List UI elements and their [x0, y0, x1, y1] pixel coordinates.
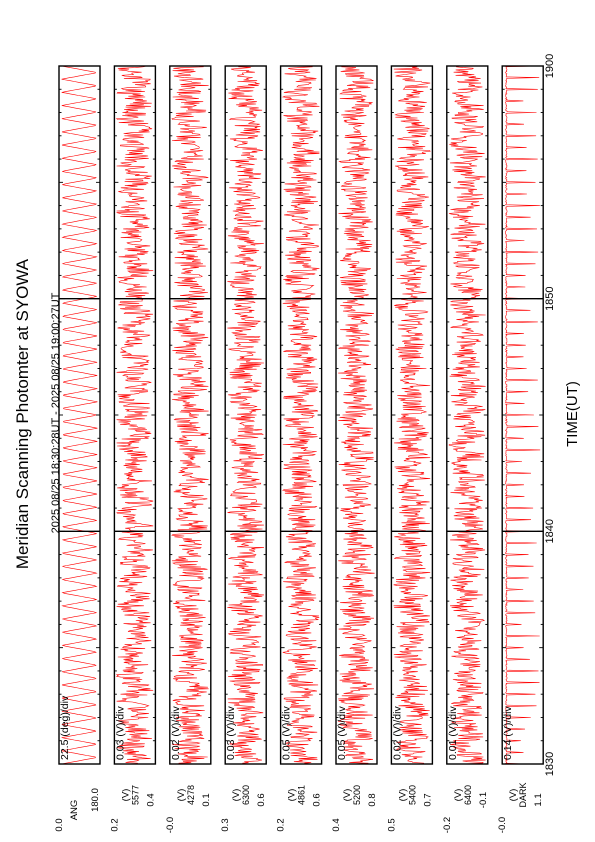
- y-tick-label-max: 0.6: [256, 793, 268, 807]
- panel-8: [447, 66, 488, 764]
- y-unit-label: (V): [175, 788, 187, 802]
- series-trace-5: [280, 66, 320, 764]
- channel-label: 6300: [241, 784, 252, 806]
- panel-6: [336, 66, 377, 764]
- series-trace-4: [227, 66, 264, 764]
- y-tick-label-max: 0.4: [145, 793, 157, 807]
- series-trace-7: [394, 66, 431, 764]
- x-tick-label: 1840: [544, 519, 556, 544]
- y-tick-label-max: 180.0: [90, 788, 101, 812]
- panel-frame: [391, 66, 432, 764]
- x-tick-label: 1830: [544, 751, 556, 777]
- panel-7: [391, 66, 432, 764]
- y-unit-label: (V): [397, 788, 409, 802]
- panel-frame: [170, 66, 211, 764]
- y-tick-label-max: -0.1: [477, 791, 489, 809]
- series-trace-9: [506, 66, 541, 764]
- x-tick-label: 1900: [544, 53, 556, 79]
- channel-label: DARK: [518, 782, 529, 808]
- y-tick-label-max: 0.8: [367, 793, 378, 807]
- x-axis-label: TIME(UT): [564, 381, 581, 447]
- panel-4: [225, 66, 266, 764]
- channel-label: 5200: [352, 784, 362, 806]
- panel-scale-label: 0.03 (V)/div: [225, 706, 238, 760]
- y-unit-label: (V): [452, 788, 464, 802]
- panel-scale-label: 0.02 (V)/div: [169, 706, 182, 760]
- panel-2: [114, 66, 155, 764]
- chart-title: Meridian Scanning Photomter at SYOWA: [13, 258, 32, 570]
- time-range-label: 2025 08/25 18:30:28UT - 2025 08/25 19:00:27UT: [50, 292, 62, 534]
- panel-frame: [114, 66, 155, 764]
- y-unit-label: (V): [231, 788, 243, 802]
- panel-scale-label: 0.01 (V)/div: [446, 706, 459, 760]
- y-unit-label: (V): [508, 788, 520, 802]
- y-unit-label: (V): [120, 788, 132, 802]
- x-tick-labels: [544, 54, 556, 776]
- y-tick-label-min: 0.2: [109, 818, 121, 832]
- panel-9: [502, 66, 543, 764]
- series-trace-8: [446, 66, 486, 764]
- channel-label: 4278: [185, 784, 196, 806]
- channel-label: 4861: [296, 784, 307, 806]
- panels-group: [54, 66, 544, 833]
- y-tick-label-max: 0.6: [311, 793, 323, 807]
- panel-3: [170, 66, 211, 764]
- series-trace-3: [169, 66, 209, 764]
- series-trace-2: [117, 66, 154, 764]
- y-tick-label-max: 1.1: [533, 793, 545, 807]
- y-tick-label-min: 0.5: [386, 818, 398, 832]
- series-trace-6: [338, 66, 374, 764]
- y-tick-label-min: 0.3: [220, 818, 232, 832]
- panel-frame: [281, 66, 322, 764]
- panel-scale-label: 0.03 (V)/div: [114, 706, 127, 760]
- panel-scale-label: 0.02 (V)/div: [391, 706, 404, 760]
- y-unit-label: ANG: [69, 799, 80, 821]
- y-tick-label-min: -0.0: [497, 816, 509, 834]
- y-tick-label-min: 0.2: [275, 818, 287, 832]
- y-unit-label: (V): [342, 788, 353, 802]
- y-tick-label-min: -0.0: [164, 816, 176, 834]
- panel-scale-label: 0.05 (V)/div: [336, 706, 348, 760]
- x-tick-label: 1850: [544, 286, 556, 311]
- panel-scale-label: 0.05 (V)/div: [280, 706, 293, 760]
- series-trace-1: [62, 66, 98, 764]
- panel-scale-label: 0.14 (V)/div: [502, 706, 515, 760]
- y-tick-label-min: -0.2: [441, 816, 453, 834]
- panel-5: [281, 66, 322, 764]
- y-tick-label-max: 0.1: [200, 793, 212, 807]
- channel-label: 5400: [407, 784, 418, 806]
- y-tick-label-min: 0.4: [331, 818, 342, 832]
- panel-scale-label: 22.5 (deg)/div: [59, 695, 71, 760]
- y-unit-label: (V): [286, 788, 298, 802]
- channel-label: 5577: [130, 784, 141, 806]
- channel-label: 6400: [462, 784, 473, 806]
- y-tick-label-min: 0.0: [54, 818, 65, 832]
- panel-1: [59, 66, 100, 764]
- y-tick-label-max: 0.7: [422, 793, 434, 807]
